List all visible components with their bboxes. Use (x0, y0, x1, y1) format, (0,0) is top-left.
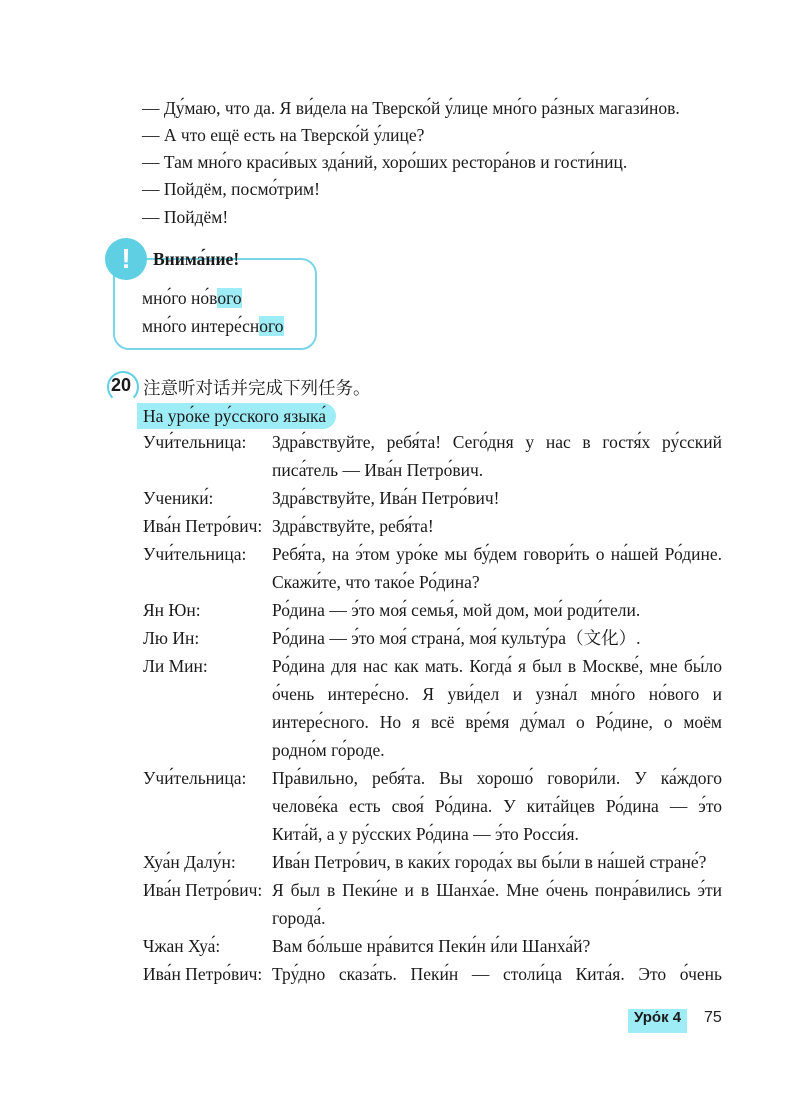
note-line-base: мно́го но́в (142, 288, 218, 308)
lesson-label: Уро́к 4 (628, 1009, 687, 1033)
speaker-label: Учи́тельница: (143, 768, 247, 788)
speaker-label: Учи́тельница: (143, 544, 247, 564)
dialogue-line: — Пойдём! (142, 207, 229, 227)
dialogue-line: — Пойдём, посмо́трим! (142, 179, 320, 199)
dialogue-line: — Ду́маю, что да. Я ви́дела на Тверско́й у́лице мно́го ра́зных магази́нов. (142, 98, 680, 118)
utterance: Ребя́та, на э́том уро́ке мы бу́дем говори́ть о на́шей Ро́дине. Скажи́те, что тако́е Ро́дина? (272, 544, 722, 592)
note-line-ending: ого (217, 288, 242, 308)
page-number: 75 (704, 1009, 722, 1026)
speaker-label: Ива́н Петро́вич: (143, 516, 263, 536)
dialogue-line: — А что ещё есть на Тверско́й у́лице? (142, 125, 425, 145)
utterance: Ро́дина — э́то моя́ семья́, мой дом, мои́ роди́тели. (272, 600, 641, 620)
utterance: Ро́дина для нас как мать. Когда́ я был в Москве́, мне бы́ло о́чень интере́сно. Я уви́дел и узна́л мно́го но́вого и интере́сного. Но я всё вре́мя ду́мал о Ро́дине, о моём родно́м го́роде. (272, 656, 722, 760)
utterance: Здра́вствуйте, ребя́та! Сего́дня у нас в гостя́х ру́сский писа́тель — Ива́н Петро́вич. (272, 432, 722, 480)
note-line-2 (142, 316, 284, 337)
utterance: Ро́дина — э́то моя́ страна́, моя́ культу́ра（文化）. (272, 628, 641, 648)
utterance: Пра́вильно, ребя́та. Вы хорошо́ говори́ли. У ка́ждого челове́ка есть своя́ Ро́дина. У кита́йцев Ро́дина — э́то Кита́й, а у ру́сских Ро́дина — э́то Росси́я. (272, 768, 722, 844)
speaker-label: Ива́н Петро́вич: (143, 880, 263, 900)
speaker-label: Учи́тельница: (143, 432, 247, 452)
speaker-label: Лю Ин: (143, 628, 200, 648)
utterance: Здра́вствуйте, Ива́н Петро́вич! (272, 488, 500, 508)
speaker-label: Ива́н Петро́вич: (143, 964, 263, 984)
utterance: Вам бо́льше нра́вится Пеки́н и́ли Шанха́й? (272, 936, 591, 956)
utterance: Я был в Пеки́не и в Шанха́е. Мне о́чень понра́вились э́ти города́. (272, 880, 722, 928)
speaker-label: Ян Юн: (143, 600, 201, 620)
note-title: Внима́ние! (153, 249, 240, 269)
note-line-1 (142, 288, 242, 309)
speaker-label: Ли Мин: (143, 656, 208, 676)
utterance: Тру́дно сказа́ть. Пеки́н — столи́ца Кита́я. Это о́чень (272, 964, 722, 984)
note-line-ending: ого (259, 316, 284, 336)
utterance: Ива́н Петро́вич, в каки́х города́х вы бы́ли в на́шей стране́? (272, 852, 707, 872)
speaker-label: Ученики́: (143, 488, 214, 508)
utterance: Здра́вствуйте, ребя́та! (272, 516, 434, 536)
dialogue-line: — Там мно́го краси́вых зда́ний, хоро́ших рестора́нов и гости́ниц. (142, 152, 628, 172)
exclamation-icon: ! (105, 238, 147, 280)
note-line-base: мно́го интере́сн (142, 316, 260, 336)
speaker-label: Чжан Хуа́: (143, 936, 221, 956)
exercise-instruction: 注意听对话并完成下列任务。 (143, 379, 371, 399)
section-title: На уро́ке ру́сского языка́ (137, 403, 336, 429)
exercise-number: 20 (111, 375, 132, 395)
speaker-label: Хуа́н Далу́н: (143, 852, 236, 872)
